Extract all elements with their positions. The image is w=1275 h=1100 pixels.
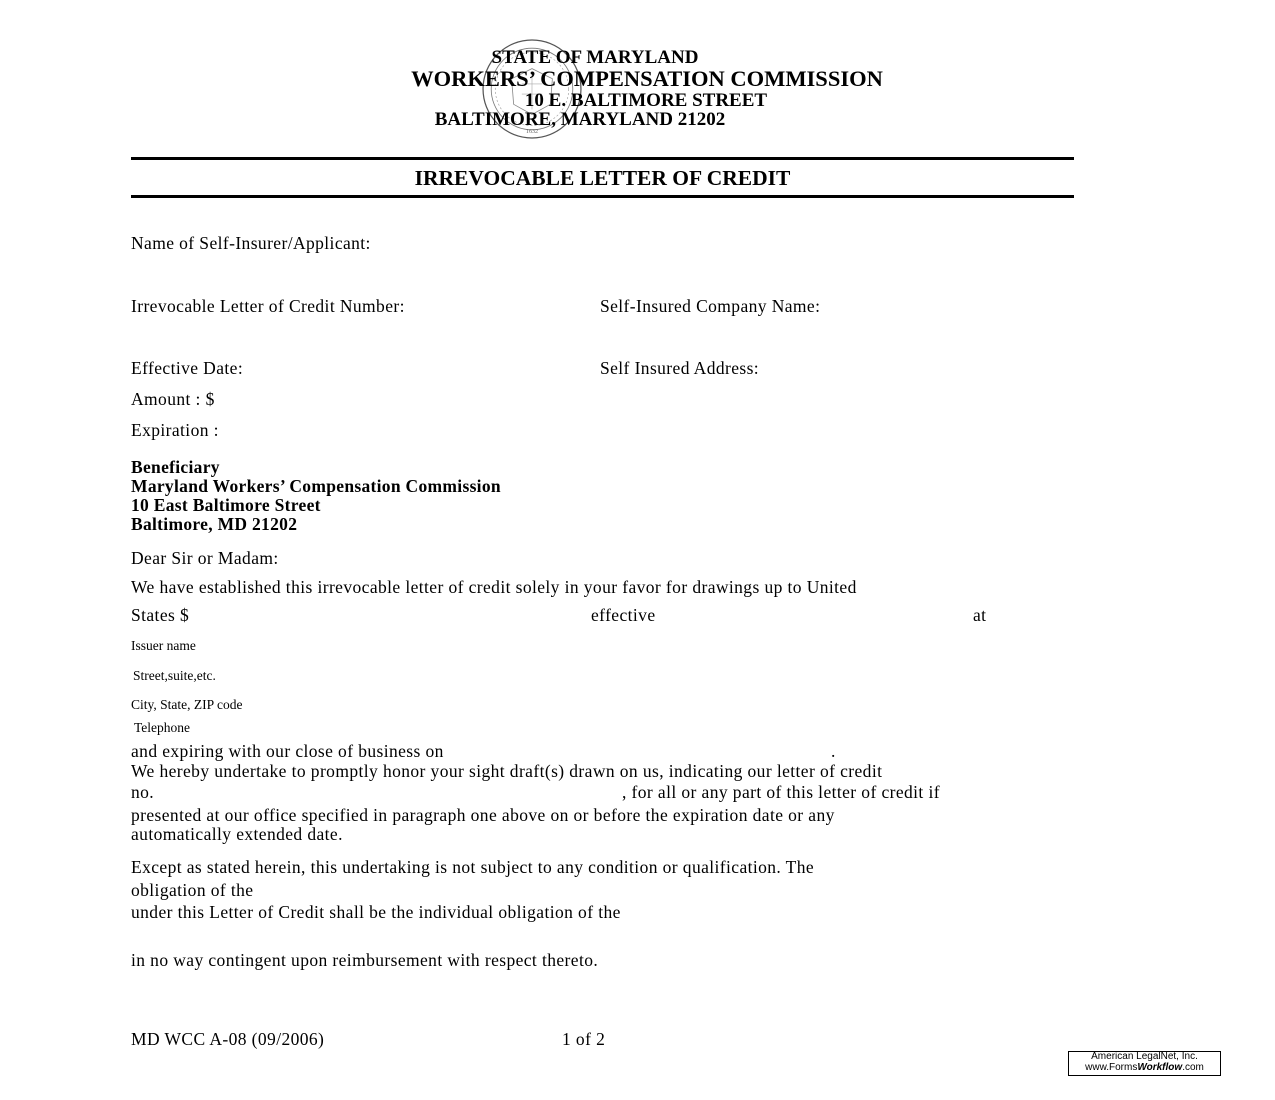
beneficiary-street: 10 East Baltimore Street	[131, 495, 321, 515]
form-title: IRREVOCABLE LETTER OF CREDIT	[414, 166, 791, 190]
auto-extended-text: automatically extended date.	[131, 824, 343, 844]
salutation: Dear Sir or Madam:	[131, 548, 279, 568]
top-rule	[131, 157, 1074, 160]
loc-number-label: Irrevocable Letter of Credit Number:	[131, 296, 405, 316]
title-rule	[131, 195, 1074, 198]
expiring-period: .	[831, 741, 836, 761]
effective-date-label: Effective Date:	[131, 358, 244, 378]
applicant-label: Name of Self-Insurer/Applicant:	[131, 233, 371, 253]
badge-line-1: American LegalNet, Inc.	[1091, 1051, 1198, 1062]
state-heading: STATE OF MARYLAND	[491, 47, 699, 68]
states-dollar-label: States $	[131, 605, 190, 625]
company-name-label: Self-Insured Company Name:	[600, 296, 821, 316]
address-label: Self Insured Address:	[600, 358, 760, 378]
except-text: Except as stated herein, this undertaking is not subject to any condition or qualification. The	[131, 857, 815, 877]
form-id: MD WCC A-08 (09/2006)	[131, 1029, 325, 1049]
for-all-text: , for all or any part of this letter of credit if	[622, 782, 940, 802]
effective-label: effective	[591, 605, 656, 625]
obligation-text: obligation of the	[131, 880, 254, 900]
beneficiary-city: Baltimore, MD 21202	[131, 514, 298, 534]
at-label: at	[973, 605, 987, 625]
commission-heading: WORKERS’ COMPENSATION COMMISSION	[411, 66, 883, 91]
paragraph-1-line-1: We have established this irrevocable letter of credit solely in your favor for drawings up to United	[131, 577, 857, 597]
commission-city: BALTIMORE, MARYLAND 21202	[434, 109, 726, 130]
beneficiary-heading: Beneficiary	[131, 457, 220, 477]
publisher-badge	[1068, 1051, 1221, 1076]
under-text: under this Letter of Credit shall be the individual obligation of the	[131, 902, 621, 922]
commission-street: 10 E. BALTIMORE STREET	[524, 90, 768, 111]
page-number: 1 of 2	[562, 1029, 606, 1049]
badge-line-2: www.FormsWorkflow.com	[1085, 1061, 1204, 1073]
expiration-label: Expiration :	[131, 420, 219, 440]
presented-text: presented at our office specified in paragraph one above on or before the expiration date or any	[131, 805, 835, 825]
contingent-text: in no way contingent upon reimbursement with respect thereto.	[131, 950, 599, 970]
seal-year: 1632	[525, 128, 539, 135]
amount-label: Amount : $	[131, 389, 215, 409]
issuer-city-label: City, State, ZIP code	[131, 697, 243, 712]
no-label: no.	[131, 782, 155, 802]
issuer-name-label: Issuer name	[131, 638, 196, 653]
beneficiary-name: Maryland Workers’ Compensation Commission	[131, 476, 501, 496]
expiring-text: and expiring with our close of business on	[131, 741, 444, 761]
issuer-street-label: Street,suite,etc.	[133, 668, 216, 683]
issuer-phone-label: Telephone	[134, 720, 191, 735]
undertake-text: We hereby undertake to promptly honor your sight draft(s) drawn on us, indicating our letter of credit	[131, 761, 883, 781]
